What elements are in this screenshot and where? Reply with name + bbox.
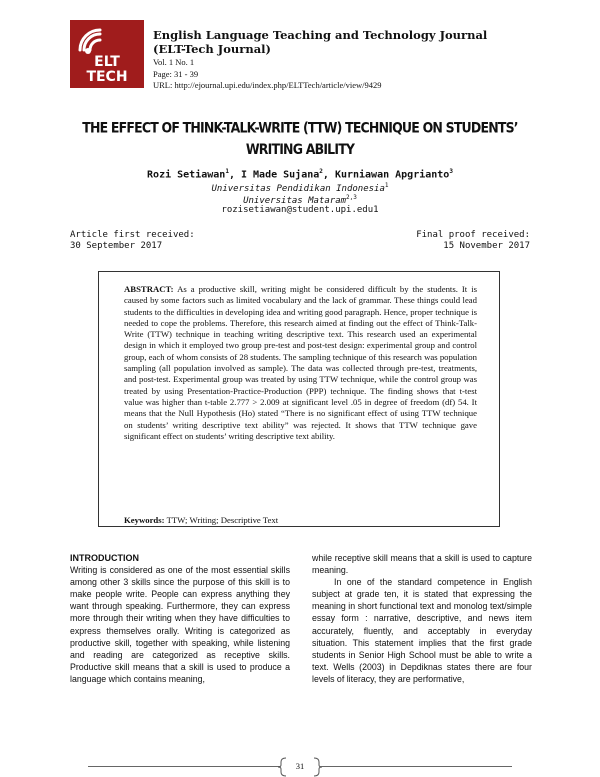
- author-email[interactable]: rozisetiawan@student.upi.edu1: [221, 205, 379, 215]
- author-sup: 1: [225, 168, 229, 175]
- logo-text-top: ELT: [94, 54, 120, 70]
- article-title: [60, 116, 540, 160]
- affiliation-2-sup: 2,3: [346, 194, 357, 201]
- author-list: [60, 168, 540, 180]
- footer-rule-left: [88, 766, 280, 767]
- journal-abbrev: (ELT-Tech Journal): [153, 42, 271, 56]
- logo-text-bottom: TECH: [86, 69, 128, 85]
- right-column: [312, 552, 532, 685]
- abstract-label: ABSTRACT:: [124, 284, 174, 294]
- author-sup: 3: [449, 168, 453, 175]
- right-paragraph-1: while receptive skill means that a skill is used to capture meaning.: [312, 553, 532, 576]
- left-column: [70, 552, 290, 685]
- journal-url[interactable]: URL: http://ejournal.upi.edu/index.php/ELTTech/article/view/9429: [153, 80, 382, 90]
- footer-rule-right: [320, 766, 512, 767]
- journal-pages: Page: 31 - 39: [153, 68, 199, 79]
- proof-info: [416, 230, 530, 252]
- journal-volume: Vol. 1 No. 1: [153, 57, 195, 67]
- keywords-text: TTW; Writing; Descriptive Text: [166, 515, 279, 525]
- right-brace-icon: [310, 757, 324, 777]
- article-title-line2: WRITING ABILITY: [245, 140, 355, 158]
- page-footer: [88, 757, 512, 777]
- article-title-line1: THE EFFECT OF THINK-TALK-WRITE (TTW) TECHNIQUE ON STUDENTS’: [82, 118, 518, 136]
- right-paragraph-2: In one of the standard competence in English subject at grade ten, it is stated that expressing the meaning in short functional text and monolog text/simple essay form : narrative, descriptive, and news item accurately, fluently, and acceptably in everyday situation. This statement implies that the first grade students in Senior High School must be able to write a text. Wells (2003) in Depdiknas states there are four levels of literacy, they are performative,: [312, 577, 532, 684]
- author-name: I Made Sujana: [240, 169, 320, 181]
- author-sep: ,: [228, 169, 241, 181]
- left-paragraph: Writing is considered as one of the most essential skills among other 3 skills since the purpose of this skill is to make people write. People can express anything they want through speaking. Furthermore, they can express more through their writing when they have difficulties to express themselves orally. Writing is categorized as productive skill, together with speaking, while listening and reading are categorized as receptive skills. Productive skill means that a skill is used to produce a language which contains meaning,: [70, 565, 290, 684]
- journal-logo: [70, 20, 144, 88]
- proof-label: Final proof received:: [416, 230, 530, 240]
- keywords: [124, 515, 278, 525]
- keywords-label: Keywords:: [124, 515, 165, 525]
- affiliation-2-text: Universitas Mataram: [243, 196, 347, 206]
- affiliation-1-text: Universitas Pendidikan Indonesia: [211, 184, 385, 194]
- page-number: 31: [295, 761, 305, 771]
- journal-title: English Language Teaching and Technology Journal: [153, 28, 488, 42]
- proof-date: 15 November 2017: [443, 241, 530, 251]
- author-sup: 2: [319, 168, 323, 175]
- affiliation-1-sup: 1: [384, 182, 389, 189]
- elt-tech-logo-icon: [70, 20, 144, 88]
- journal-header: [153, 28, 573, 91]
- author-name: Kurniawan Apgrianto: [334, 169, 450, 181]
- abstract-box: [98, 271, 500, 527]
- affiliation-1: [60, 182, 540, 194]
- received-date: 30 September 2017: [70, 241, 163, 251]
- author-name: Rozi Setiawan: [147, 169, 226, 181]
- introduction-heading: INTRODUCTION: [70, 553, 139, 563]
- abstract-text: As a productive skill, writing might be considered difficult by the students. It is caused by some factors such as limited vocabulary and the lack of grammar. These things could lead students to the difficulties in developing idea and writing good paragraph. Hence, proper technique is needed to cope the problems. Therefore, this research aimed at finding out the effect of Think-Talk-Write (TTW) technique in teaching writing descriptive text. This research used an experimental design in which it employed two group pre-test and post-test design: experimental group and control group, each of whom consists of 28 students. The sampling technique of this research was population sampling (all population involved as sample). The data was collected through pre-test, treatments, and post-test. Experimental group was treated by using TTW technique, while the control group was treated by using Presentation-Practice-Production (PPP) technique. The finding shows that t-test value was higher than t-table 2.777 > 2.009 at significant level .05 in degree of freedom (df) 54. It means that the Null Hypothesis (Ho) stated “There is no significant effect of using TTW technique on students’ writing descriptive text ability” was rejected. It shows that TTW technique gave significant effect on students’ writing descriptive text ability.: [124, 284, 477, 441]
- author-sep: ,: [322, 169, 335, 181]
- received-label: Article first received:: [70, 230, 195, 240]
- abstract-paragraph: [124, 284, 477, 442]
- received-info: [70, 230, 195, 252]
